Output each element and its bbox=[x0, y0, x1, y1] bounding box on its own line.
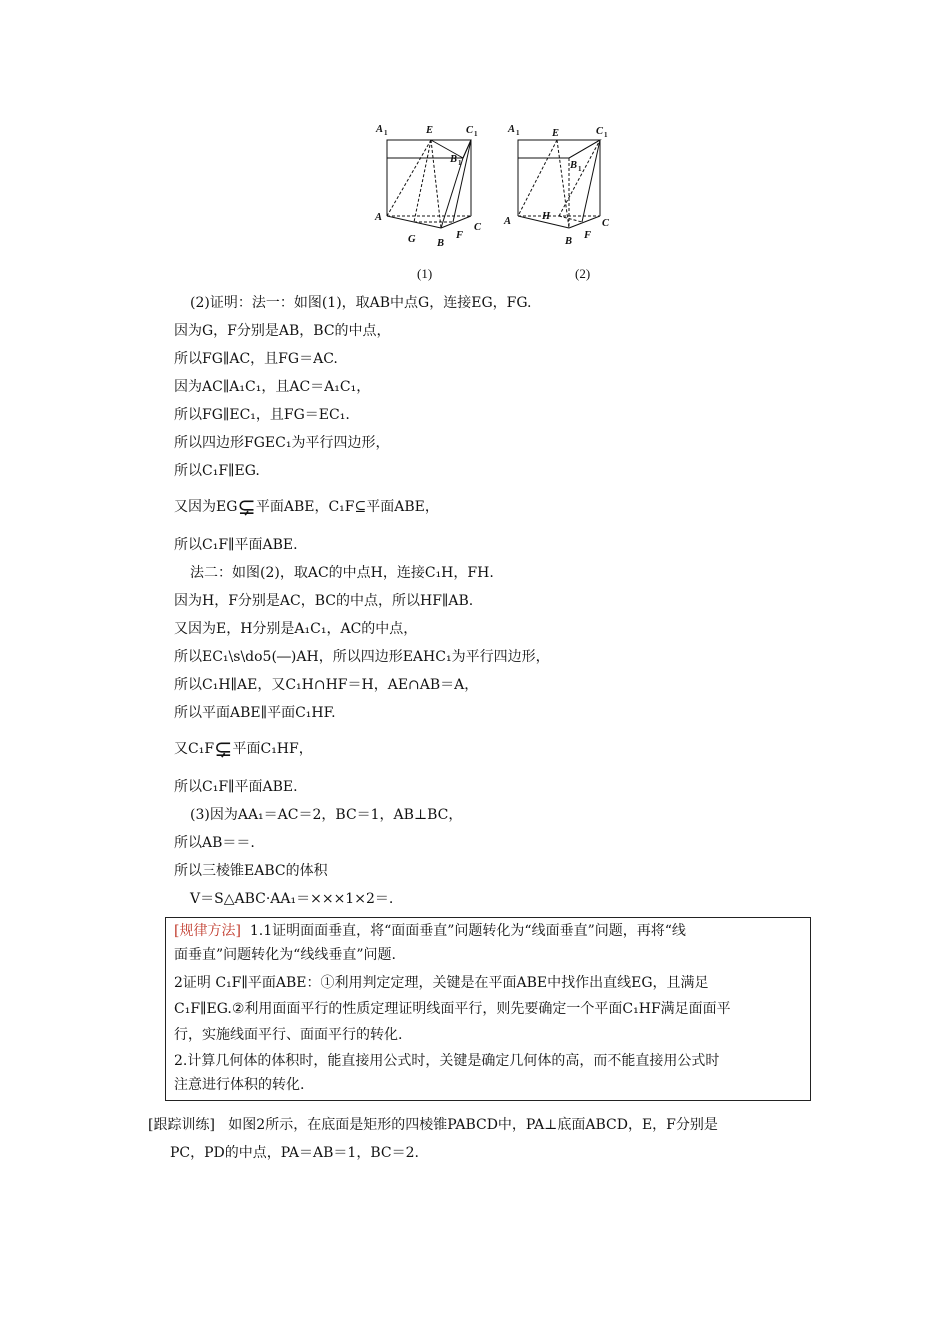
method-line: 注意进行体积的转化. bbox=[174, 1077, 305, 1093]
proof-line: 法二：如图(2)，取AC的中点H，连接C₁H，FH. bbox=[190, 565, 494, 581]
svg-text:1: 1 bbox=[516, 129, 520, 137]
method-line: 2.计算几何体的体积时，能直接用公式时，关键是确定几何体的高，而不能直接用公式时 bbox=[174, 1053, 720, 1069]
tracking-line-1: [跟踪训练] 如图2所示，在底面是矩形的四棱锥PABCD中，PA⊥底面ABCD，E，F分别是 bbox=[148, 1117, 718, 1133]
figure-caption-1: (1) bbox=[417, 266, 433, 281]
proof-line: 所以AB＝＝. bbox=[174, 835, 255, 851]
proof-line: 所以四边形FGEC₁为平行四边形， bbox=[174, 435, 390, 451]
svg-text:1: 1 bbox=[578, 165, 582, 173]
label2-B1: B bbox=[570, 160, 578, 171]
label-A: A bbox=[375, 212, 383, 223]
method-line: 面垂直”问题转化为“线线垂直”问题. bbox=[174, 947, 396, 963]
label2-C: C bbox=[602, 218, 610, 229]
label-B: B bbox=[437, 238, 445, 249]
proof-line: 所以C₁F∥EG. bbox=[174, 463, 260, 479]
label2-C1: C bbox=[596, 126, 604, 137]
proof-line: 所以C₁F∥平面ABE. bbox=[174, 779, 298, 795]
proof-line: V＝S△ABC·AA₁＝×××1×2＝. bbox=[190, 891, 394, 907]
figure-caption-2: (2) bbox=[575, 266, 591, 281]
proof-line: 所以平面ABE∥平面C₁HF. bbox=[174, 705, 336, 721]
label2-F: F bbox=[584, 230, 592, 241]
svg-text:1: 1 bbox=[604, 131, 608, 139]
proof-line: 因为G，F分别是AB，BC的中点， bbox=[174, 323, 391, 339]
label2-A1: A bbox=[508, 124, 516, 135]
label-E: E bbox=[426, 125, 434, 136]
figure-area bbox=[370, 118, 620, 288]
label-C1: C bbox=[466, 125, 474, 136]
label2-E: E bbox=[552, 128, 560, 139]
prism-diagrams bbox=[370, 118, 620, 268]
proof-line: 因为H，F分别是AC，BC的中点，所以HF∥AB. bbox=[174, 593, 474, 609]
tracking-tag: [跟踪训练] bbox=[148, 1117, 215, 1133]
label-G: G bbox=[408, 234, 416, 245]
proof-line: 所以三棱锥EABC的体积 bbox=[174, 863, 328, 879]
not-subset-symbol: ⊊ bbox=[214, 737, 233, 762]
proof-line: 又因为E，H分别是A₁C₁，AC的中点， bbox=[174, 621, 418, 637]
proof-line: 所以C₁F∥平面ABE. bbox=[174, 537, 298, 553]
proof-line: 所以FG∥EC₁，且FG＝EC₁. bbox=[174, 407, 350, 423]
method-box bbox=[165, 917, 811, 1101]
proof-line: (3)因为AA₁＝AC＝2，BC＝1，AB⊥BC， bbox=[190, 807, 463, 823]
proof-line: 所以FG∥AC，且FG＝AC. bbox=[174, 351, 338, 367]
method-line: C₁F∥EG.②利用面面平行的性质定理证明线面平行，则先要确定一个平面C₁HF满足面面平 bbox=[174, 1001, 731, 1017]
proof-line-notsubset: 又C₁F⊊平面C₁HF， bbox=[174, 737, 313, 762]
proof-line: (2)证明：法一：如图(1)，取AB中点G，连接EG，FG. bbox=[190, 295, 532, 311]
label-A1: A bbox=[376, 124, 384, 135]
label2-A: A bbox=[504, 216, 512, 227]
not-subset-symbol: ⊊ bbox=[237, 495, 256, 520]
proof-line: 所以EC₁\s\do5(―)AH，所以四边形EAHC₁为平行四边形， bbox=[174, 649, 550, 665]
svg-text:1: 1 bbox=[474, 130, 478, 138]
method-line: 1.1证明面面垂直，将“面面垂直”问题转化为“线面垂直”问题，再将“线 bbox=[249, 923, 686, 939]
svg-text:1: 1 bbox=[458, 159, 462, 167]
label2-H: H bbox=[542, 211, 551, 222]
method-line: 行，实施线面平行、面面平行的转化. bbox=[174, 1027, 403, 1043]
proof-line: 因为AC∥A₁C₁，且AC＝A₁C₁， bbox=[174, 379, 371, 395]
label-C: C bbox=[474, 222, 482, 233]
method-tag: [规律方法] bbox=[174, 923, 241, 939]
label-F: F bbox=[456, 230, 464, 241]
label2-B: B bbox=[565, 236, 573, 247]
method-line: 2证明 C₁F∥平面ABE：①利用判定定理，关键是在平面ABE中找作出直线EG，且满足 bbox=[174, 975, 709, 991]
proof-line-notsubset: 又因为EG⊊平面ABE，C₁F⊆平面ABE， bbox=[174, 495, 439, 520]
proof-line: 所以C₁H∥AE，又C₁H∩HF＝H，AE∩AB＝A， bbox=[174, 677, 479, 693]
svg-text:1: 1 bbox=[384, 129, 388, 137]
label-B1: B bbox=[450, 154, 458, 165]
tracking-line-2: PC，PD的中点，PA＝AB＝1，BC＝2. bbox=[170, 1145, 419, 1161]
